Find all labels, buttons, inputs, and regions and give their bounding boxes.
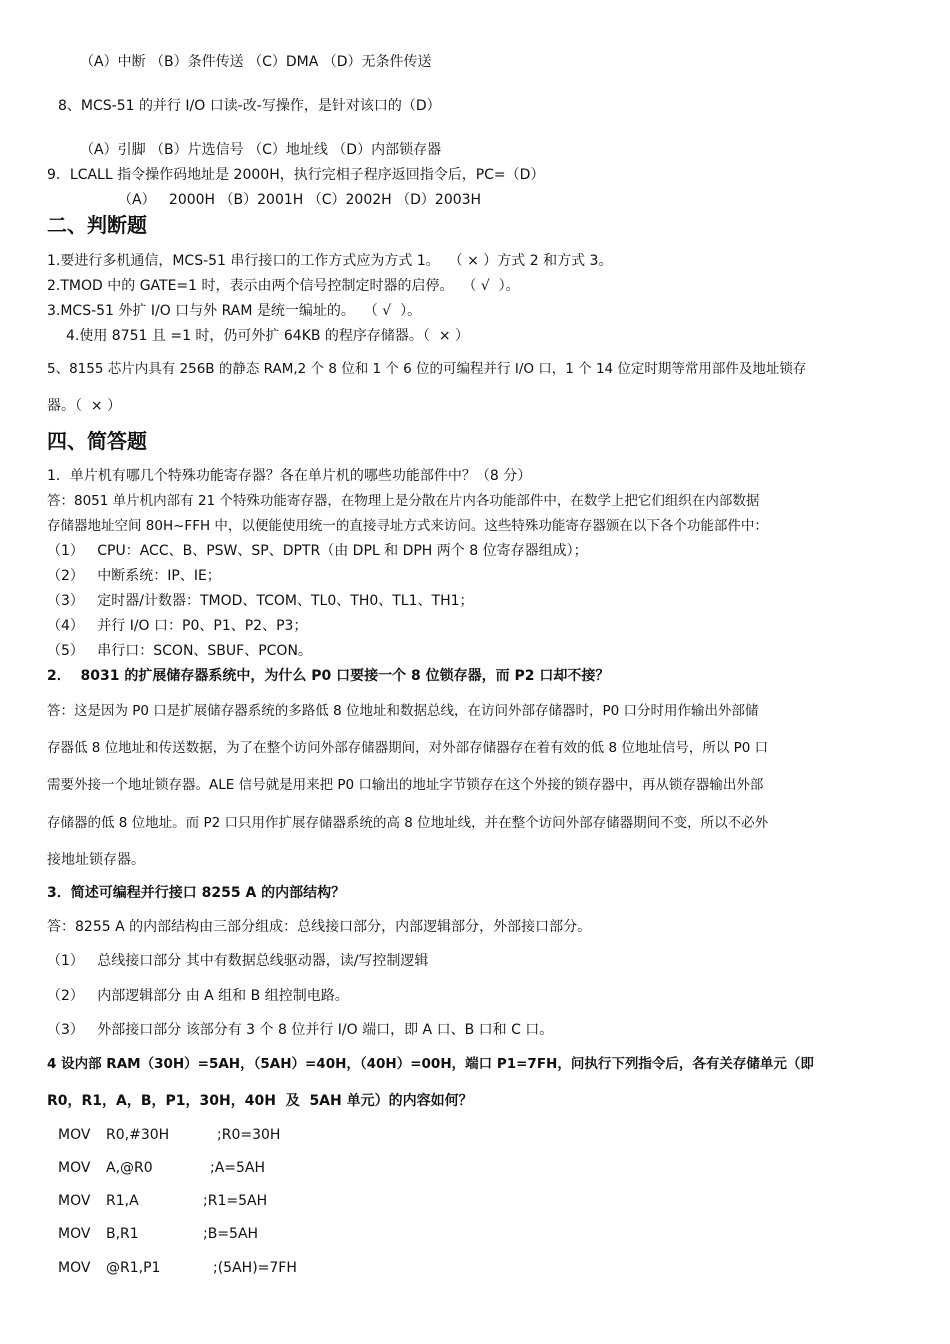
code-op: MOV (58, 1160, 91, 1176)
question-3: 3．简述可编程并行接口 8255 A 的内部结构？ (47, 885, 346, 901)
section-title-judge: 二、判断题 (47, 213, 147, 237)
q9-stem: 9．LCALL 指令操作码地址是 2000H，执行完相子程序返回指令后，PC=（D） (47, 167, 545, 183)
code-comment: ;R1=5AH (203, 1193, 268, 1209)
question-2: 2． 8031 的扩展储存器系统中，为什么 P0 口要接一个 8 位锁存器，而 P2 口却不接？ (47, 668, 610, 684)
judge-item-continued: 器。（ × ） (47, 398, 122, 414)
q7-options: （A）中断 （B）条件传送 （C）DMA （D）无条件传送 (80, 54, 432, 70)
question-4-line: R0，R1，A，B，P1，30H，40H 及 5AH 单元）的内容如何？ (47, 1093, 473, 1109)
code-args: R1,A (106, 1193, 139, 1209)
judge-item: 3.MCS-51 外扩 I/O 口与外 RAM 是统一编址的。 （ √ ）。 (47, 303, 422, 319)
answer-3-item: （2） 内部逻辑部分 由 A 组和 B 组控制电路。 (47, 988, 349, 1004)
code-args: @R1,P1 (106, 1260, 161, 1276)
question-1: 1．单片机有哪几个特殊功能寄存器？各在单片机的哪些功能部件中？（8 分） (47, 468, 532, 484)
code-comment: ;(5AH)=7FH (213, 1260, 297, 1276)
code-args: B,R1 (106, 1226, 139, 1242)
answer-3-item: （3） 外部接口部分 该部分有 3 个 8 位并行 I/O 端口，即 A 口、B 口和 C 口。 (47, 1022, 554, 1038)
question-4-line: 4 设内部 RAM（30H）=5AH，（5AH）=40H，（40H）=00H，端口 P1=7FH，问执行下列指令后，各有关存储单元（即 (47, 1056, 814, 1072)
code-comment: ;B=5AH (203, 1226, 259, 1242)
answer-1-item: （3） 定时器/计数器：TMOD、TCOM、TL0、TH0、TL1、TH1； (47, 593, 474, 609)
q9-options: （A） 2000H （B）2001H （C）2002H （D）2003H (118, 192, 482, 208)
answer-1-item: （5） 串行口：SCON、SBUF、PCON。 (47, 643, 312, 659)
answer-1-line: 存储器地址空间 80H~FFH 中，以便能使用统一的直接寻址方式来访问。这些特殊功能寄存器颁在以下各个功能部件中： (47, 518, 768, 534)
answer-2-line: 需要外接一个地址锁存器。ALE 信号就是用来把 P0 口输出的地址字节锁存在这个外接的锁存器中，再从锁存器输出外部 (47, 777, 764, 793)
judge-item: 5、8155 芯片内具有 256B 的静态 RAM,2 个 8 位和 1 个 6 位的可编程并行 I/O 口，1 个 14 位定时期等常用部件及地址锁存 (47, 361, 807, 377)
answer-3-item: （1） 总线接口部分 其中有数据总线驱动器，读/写控制逻辑 (47, 953, 429, 969)
answer-2-line: 存储器的低 8 位地址。而 P2 口只用作扩展存储器系统的高 8 位地址线，并在整个访问外部存储器期间不变，所以不必外 (47, 815, 769, 831)
section-title-short-answer: 四、简答题 (47, 429, 147, 453)
answer-1-item: （2） 中断系统：IP、IE； (47, 568, 221, 584)
code-args: A,@R0 (106, 1160, 153, 1176)
q8-options: （A）引脚 （B）片选信号 （C）地址线 （D）内部锁存器 (80, 142, 442, 158)
answer-1-item: （4） 并行 I/O 口：P0、P1、P2、P3； (47, 618, 308, 634)
code-args: R0,#30H (106, 1127, 170, 1143)
judge-item: 1.要进行多机通信，MCS-51 串行接口的工作方式应为方式 1。 （ × ）方式 2 和方式 3。 (47, 253, 613, 269)
q8-stem: 8、MCS-51 的并行 I/O 口读-改-写操作，是针对该口的（D） (58, 98, 441, 114)
code-op: MOV (58, 1193, 91, 1209)
answer-1-line: 答：8051 单片机内部有 21 个特殊功能寄存器，在物理上是分散在片内各功能部件中，在数学上把它们组织在内部数据 (47, 493, 760, 509)
answer-1-item: （1） CPU：ACC、B、PSW、SP、DPTR（由 DPL 和 DPH 两个 8 位寄存器组成）； (47, 543, 588, 559)
answer-2-line: 存器低 8 位地址和传送数据，为了在整个访问外部存储器期间，对外部存储器存在着有效的低 8 位地址信号，所以 P0 口 (47, 740, 769, 756)
code-op: MOV (58, 1127, 91, 1143)
judge-item: 4.使用 8751 且 =1 时，仍可外扩 64KB 的程序存储器。（ × ） (66, 328, 470, 344)
answer-2-line: 答：这是因为 P0 口是扩展储存器系统的多路低 8 位地址和数据总线，在访问外部存储器时，P0 口分时用作输出外部储 (47, 703, 759, 719)
code-op: MOV (58, 1260, 91, 1276)
code-comment: ;R0=30H (217, 1127, 281, 1143)
judge-item: 2.TMOD 中的 GATE=1 时，表示由两个信号控制定时器的启停。 （ √ ）。 (47, 278, 520, 294)
code-op: MOV (58, 1226, 91, 1242)
answer-3: 答：8255 A 的内部结构由三部分组成：总线接口部分，内部逻辑部分，外部接口部分。 (47, 919, 592, 935)
code-comment: ;A=5AH (210, 1160, 266, 1176)
answer-2-line: 接地址锁存器。 (47, 852, 145, 868)
